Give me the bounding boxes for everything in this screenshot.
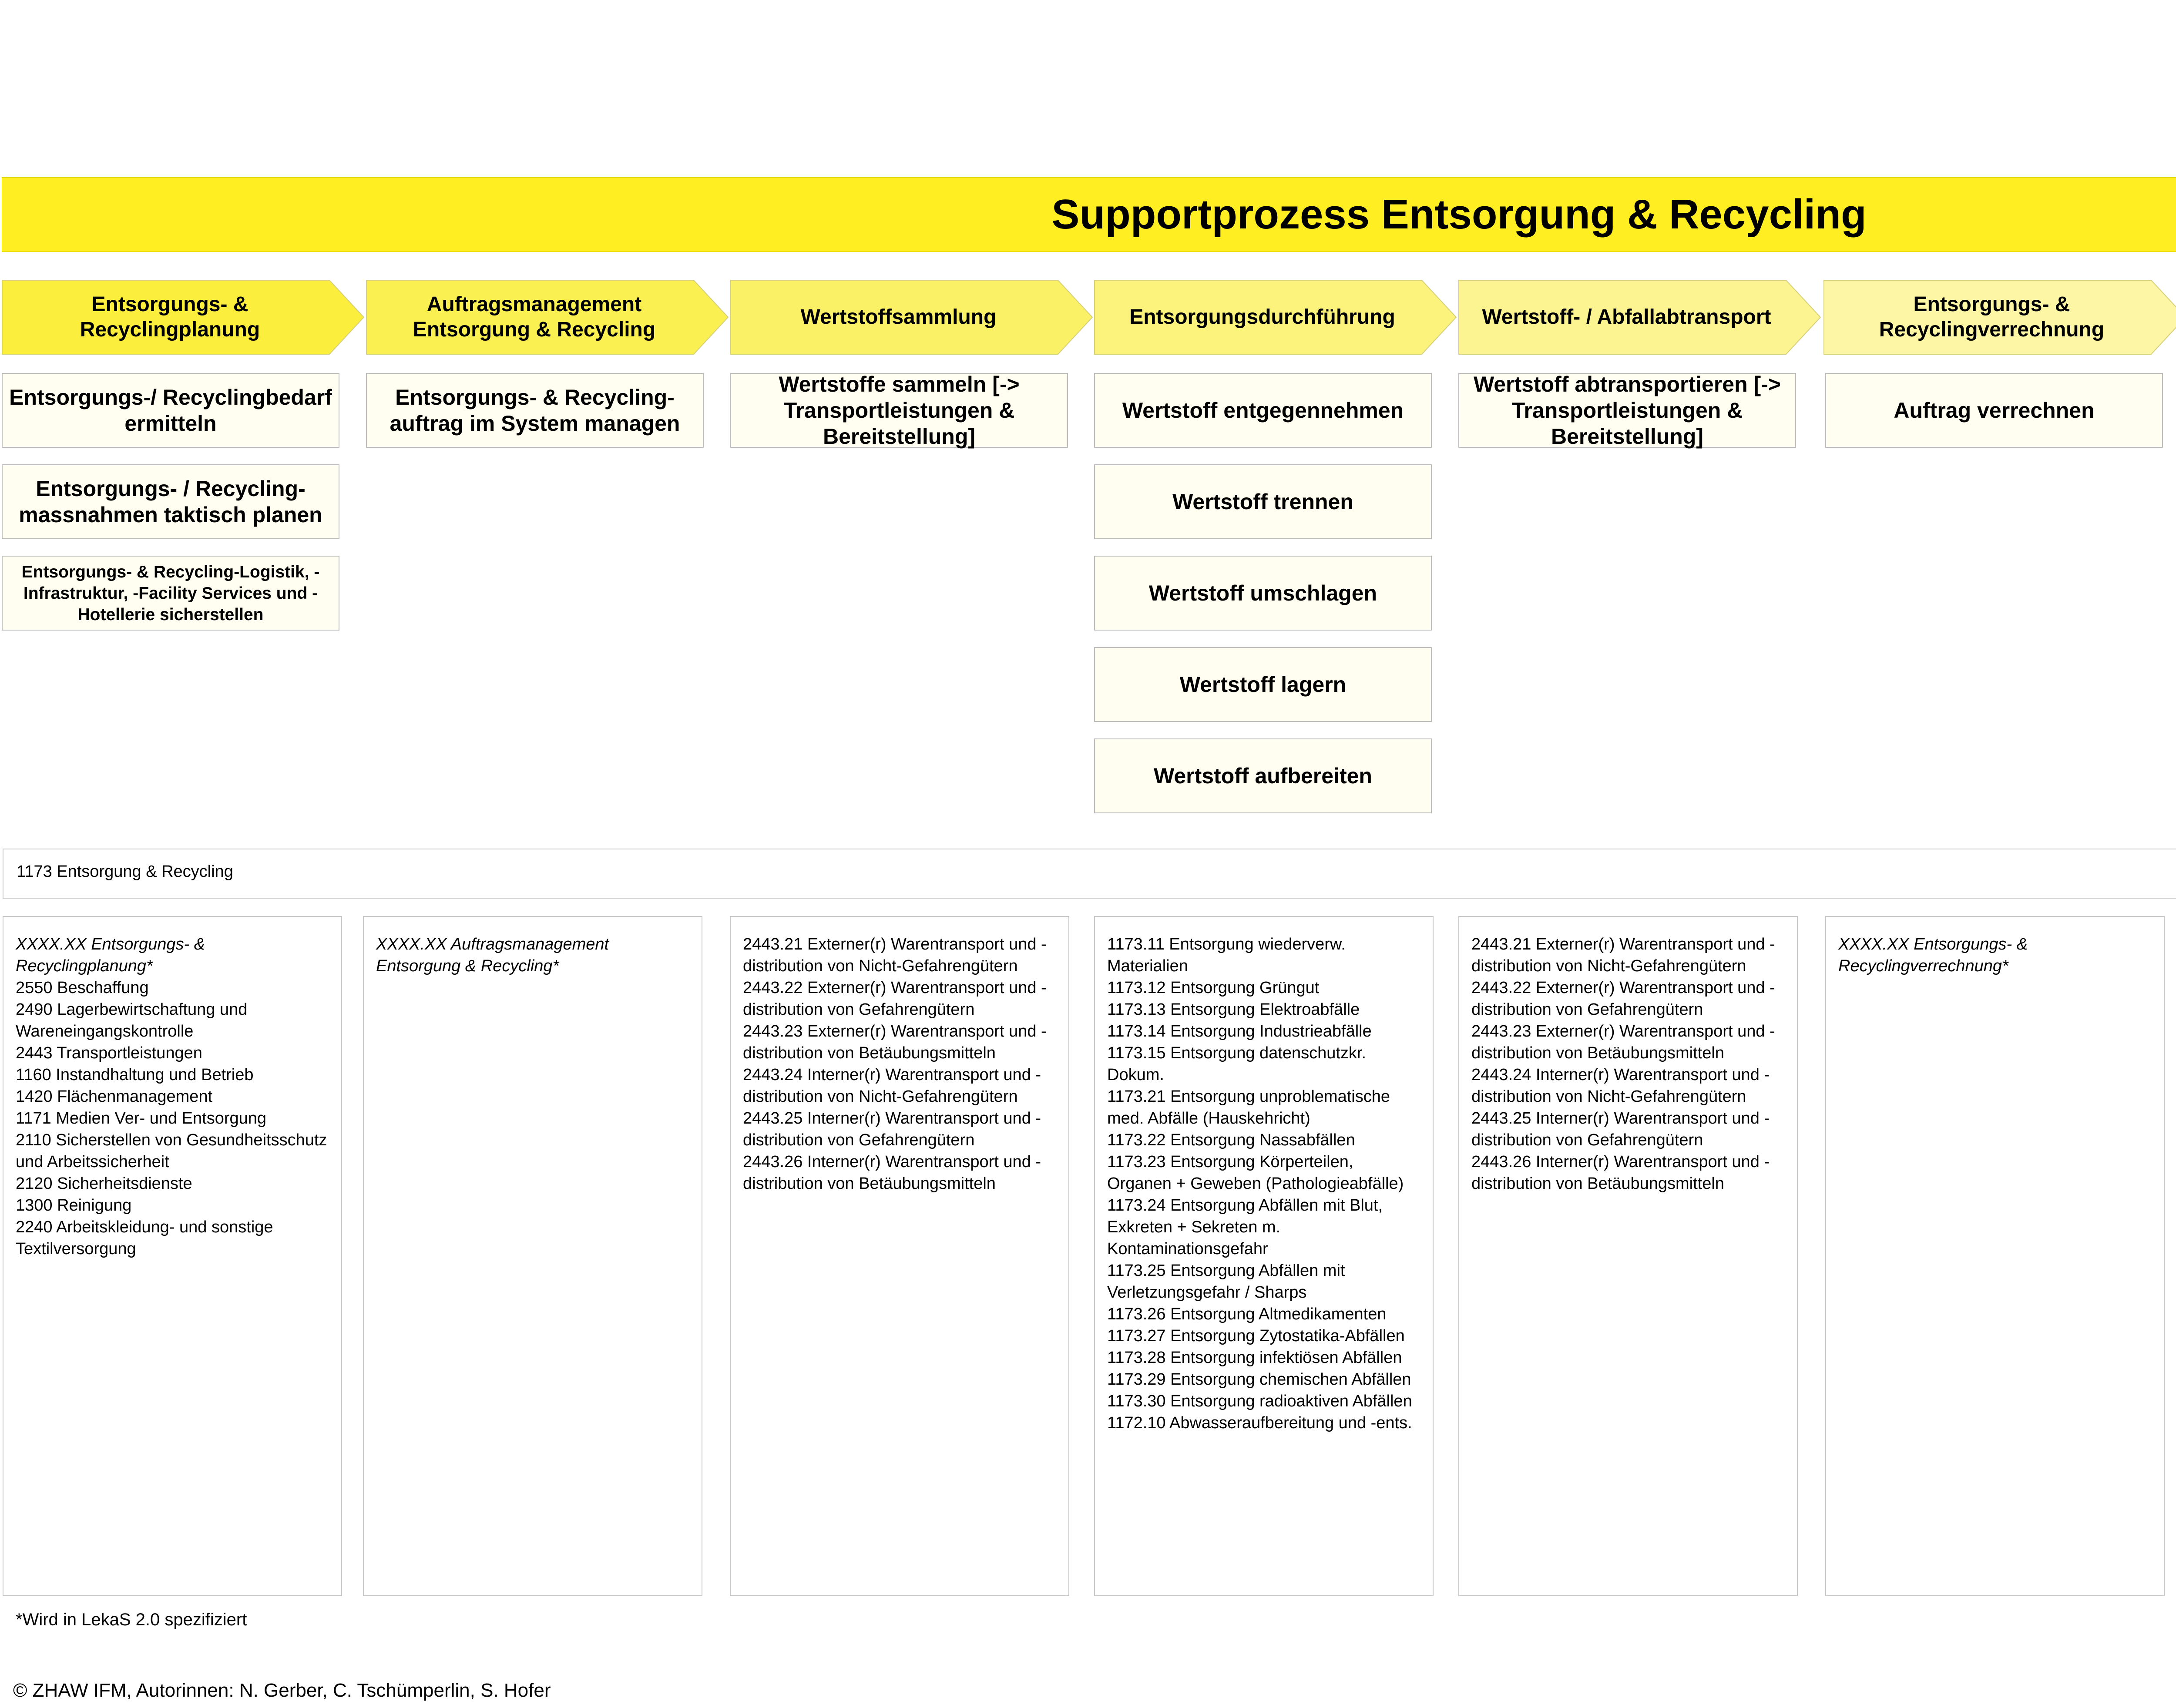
footnote: *Wird in LekaS 2.0 spezifiziert (16, 1610, 247, 1629)
process-step-1 (2, 280, 364, 355)
process-step-label: Entsorgungsdurchführung (1129, 305, 1395, 329)
page-title: Supportprozess Entsorgung & Recycling (1051, 191, 1867, 238)
activity-box: Wertstoff lagern (1094, 647, 1432, 722)
activity-box: Entsorgungs- & Recycling-Logistik, -Infrastruktur, -Facility Services und -Hotellerie sicherstellen (2, 556, 339, 631)
process-step-3 (730, 280, 1093, 355)
detail-box-3 (730, 916, 1069, 1596)
detail-box-1 (3, 916, 342, 1596)
activity-box: Wertstoff aufbereiten (1094, 738, 1432, 813)
process-step-label: Entsorgungs- & Recyclingplanung (80, 293, 260, 341)
detail-text: 2550 Beschaffung 2490 Lagerbewirtschaftung und Wareneingangskontrolle 2443 Transportleistungen 1160 Instandhaltung und Betrieb 1420 Flächenmanagement 1171 Medien Ver- und Entsorgung 2110 Sicherstellen von Gesundheitsschutz und Arbeitssicherheit 2120 Sicherheitsdienste 1300 Reinigung 2240 Arbeitskleidung- und sonstige Textilversorgung (16, 979, 327, 1258)
detail-text: 2443.21 Externer(r) Warentransport und -distribution von Nicht-Gefahrengütern 2443.22 Externer(r) Warentransport und -distribution von Gefahrengütern 2443.23 Externer(r) Warentransport und -distribution von Betäubungsmitteln 2443.24 Interner(r) Warentransport und -distribution von Nicht-Gefahrengütern 2443.25 Interner(r) Warentransport und -distribution von Gefahrengütern 2443.26 Interner(r) Warentransport und -distribution von Betäubungsmitteln (1471, 935, 1775, 1193)
detail-text: 2443.21 Externer(r) Warentransport und -distribution von Nicht-Gefahrengütern 2443.22 Externer(r) Warentransport und -distribution von Gefahrengütern 2443.23 Externer(r) Warentransport und -distribution von Betäubungsmitteln 2443.24 Interner(r) Warentransport und -distribution von Nicht-Gefahrengütern 2443.25 Interner(r) Warentransport und -distribution von Gefahrengütern 2443.26 Interner(r) Warentransport und -distribution von Betäubungsmitteln (743, 935, 1047, 1193)
process-step-label: Entsorgungs- & Recyclingverrechnung (1879, 293, 2105, 341)
activity-box: Wertstoff umschlagen (1094, 556, 1432, 631)
process-step-6 (1823, 280, 2176, 355)
activity-box: Auftrag verrechnen (1825, 373, 2163, 448)
process-banner (2, 177, 2176, 252)
process-step-4 (1094, 280, 1457, 355)
activity-box: Wertstoffe sammeln [-> Transportleistungen & Bereitstellung] (730, 373, 1068, 448)
detail-text: 1173.11 Entsorgung wiederverw. Materialien 1173.12 Entsorgung Grüngut 1173.13 Entsorgung Elektroabfälle 1173.14 Entsorgung Industrieabfälle 1173.15 Entsorgung datenschutzkr. Dokum. 1173.21 Entsorgung unproblematische med. Abfälle (Hauskehricht) 1173.22 Entsorgung Nassabfällen 1173.23 Entsorgung Körperteilen, Organen + Geweben (Pathologieabfälle) 1173.24 Entsorgung Abfällen mit Blut, Exkreten + Sekreten m. Kontaminationsgefahr 1173.25 Entsorgung Abfällen mit Verletzungsgefahr / Sharps 1173.26 Entsorgung Altmedikamenten 1173.27 Entsorgung Zytostatika-Abfällen 1173.28 Entsorgung infektiösen Abfällen 1173.29 Entsorgung chemischen Abfällen 1173.30 Entsorgung radioaktiven Abfällen 1172.10 Abwasseraufbereitung und -ents. (1107, 935, 1412, 1432)
process-step-label: Auftragsmanagement Entsorgung & Recycling (413, 293, 656, 341)
activity-box: Wertstoff entgegennehmen (1094, 373, 1432, 448)
detail-heading: XXXX.XX Auftragsmanagement Entsorgung & Recycling* (376, 935, 609, 975)
detail-box-2 (363, 916, 702, 1596)
activity-box: Entsorgungs- / Recycling-massnahmen taktisch planen (2, 464, 339, 539)
process-step-2 (366, 280, 729, 355)
footer-copyright: © ZHAW IFM, Autorinnen: N. Gerber, C. Tschümperlin, S. Hofer (13, 1680, 551, 1701)
activity-box: Wertstoff abtransportieren [-> Transportleistungen & Bereitstellung] (1458, 373, 1796, 448)
cost-center-bar: 1173 Entsorgung & Recycling (3, 849, 2176, 899)
detail-box-4 (1094, 916, 1434, 1596)
activity-box: Entsorgungs-/ Recyclingbedarf ermitteln (2, 373, 339, 448)
process-step-label: Wertstoff- / Abfallabtransport (1482, 305, 1771, 329)
activity-box: Entsorgungs- & Recycling-auftrag im System managen (366, 373, 704, 448)
detail-box-5 (1458, 916, 1798, 1596)
process-step-label: Wertstoffsammlung (800, 305, 997, 329)
activity-box: Wertstoff trennen (1094, 464, 1432, 539)
detail-box-6 (1825, 916, 2165, 1596)
detail-heading: XXXX.XX Entsorgungs- & Recyclingplanung* (16, 935, 205, 975)
detail-heading: XXXX.XX Entsorgungs- & Recyclingverrechnung* (1838, 935, 2028, 975)
process-step-5 (1458, 280, 1821, 355)
